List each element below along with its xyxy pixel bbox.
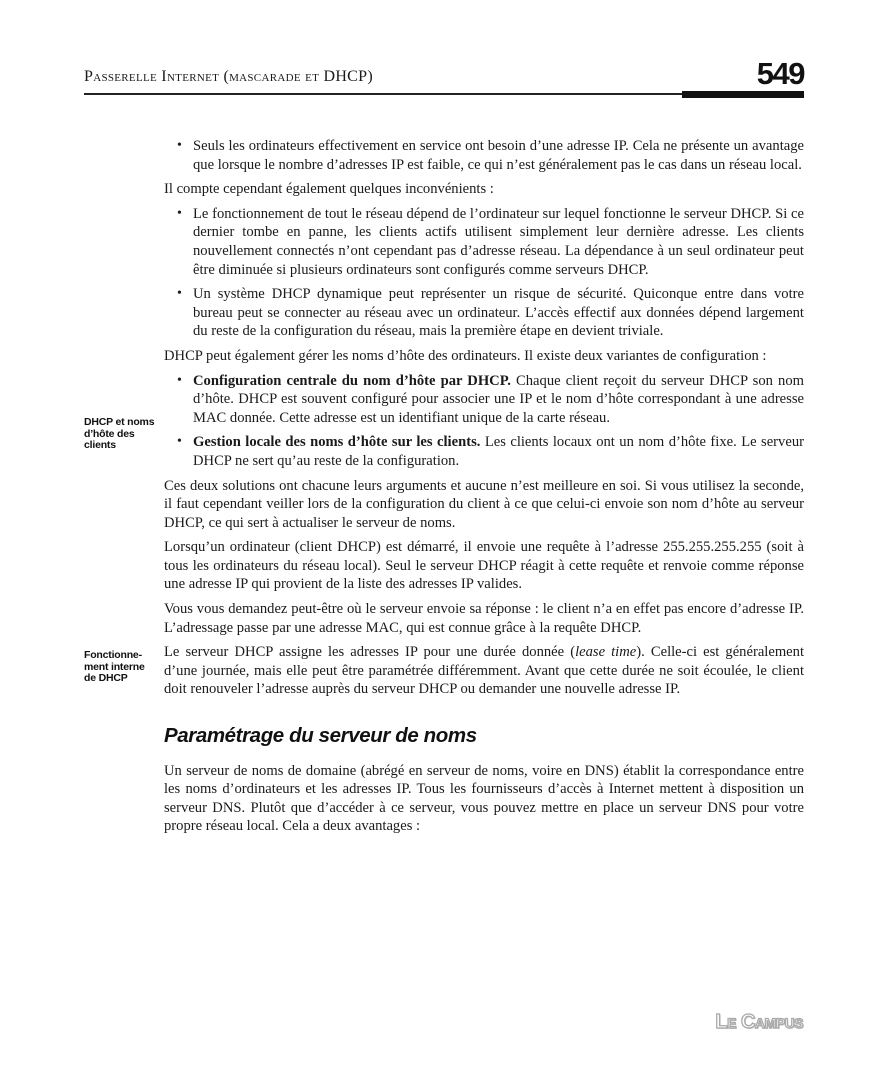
header-rule-accent [682, 91, 804, 98]
variant-local-title: Gestion locale des noms d’hôte sur les clients. [193, 434, 481, 451]
lease-text-after: ). Celle-ci est généralement d’une journée, mais elle peut être paramétrée différemment. Avant que cette durée ne soit écoulée, le client doit renouveler l’adresse auprès du serveur DHCP ou demander une nouvelle adresse IP. [164, 644, 805, 698]
hostnames-intro: DHCP peut également gérer les noms d’hôte des ordinateurs. Il existe deux variantes de configuration : [164, 347, 767, 364]
margin-note-dhcp-internals: Fonctionne-ment interne de DHCP [84, 649, 145, 684]
list-item: • Le fonctionnement de tout le réseau dépend de l’ordinateur sur lequel fonctionne le serveur DHCP. Si ce dernier tombe en panne, les clients actifs utilisent simplement leur dernière adresse. Les clients nouvellement connectés n’ont cependant pas d’adresse réseau. La dépendance à un seul ordinateur peut être diminuée si plusieurs ordinateurs sont configurés comme serveurs DHCP. [193, 205, 804, 279]
page-body [164, 137, 804, 842]
list-item [193, 433, 804, 470]
page-header [84, 56, 804, 106]
list-item: • Un système DHCP dynamique peut représenter un risque de sécurité. Quiconque entre dans votre bureau peut se connecter au réseau avec un ordinateur. L’accès effectif aux données dépend largement du reste de la configuration du réseau, mais la première étape en devient triviale. [193, 285, 804, 341]
advantages-list [164, 137, 804, 174]
page-number: 549 [756, 56, 804, 91]
drawbacks-list [164, 205, 804, 341]
publisher-logo: Le Campus [715, 1011, 803, 1033]
section-title: Paramétrage du serveur de noms [164, 724, 477, 748]
list-item [193, 372, 804, 428]
running-title: Passerelle Internet (mascarade et DHCP) [84, 68, 373, 85]
dns-paragraph: Un serveur de noms de domaine (abrégé en serveur de noms, voire en DNS) établit la correspondance entre les noms d’ordinateurs et les adresses IP. Tous les fournisseurs d’accès à Internet mettent à disposition un serveur DNS. Plutôt que d’accéder à ce serveur, vous pouvez mettre en place un serveur DNS pour votre propre réseau local. Cela a deux avantages : [164, 762, 804, 835]
lease-text-before: Le serveur DHCP assigne les adresses IP pour une durée donnée ( [164, 644, 576, 661]
list-item: • Seuls les ordinateurs effectivement en service ont besoin d’une adresse IP. Cela ne présente un avantage que lorsque le nombre d’adresses IP est faible, ce qui n’est généralement pas le cas dans un réseau local. [193, 137, 804, 174]
lease-paragraph [164, 643, 804, 699]
lease-term: lease time [575, 644, 637, 661]
solutions-paragraph: Ces deux solutions ont chacune leurs arguments et aucune n’est meilleure en soi. Si vous utilisez la seconde, il faut cependant veiller lors de la configuration du client à ce que celui-ci envoie son nom d’hôte au serveur DHCP, ce qui sert à actualiser le serveur de noms. [164, 477, 804, 531]
variant-central-text: Chaque client reçoit du serveur DHCP son nom d’hôte. DHCP est souvent configuré pour associer une IP et le nom d’hôte correspondant à une adresse MAC donnée. Cette adresse est un identifiant unique de la carte réseau. [193, 372, 804, 426]
header-rule [84, 93, 684, 95]
hostname-variants-list [164, 372, 804, 471]
variant-local-text: Les clients locaux ont un nom d’hôte fixe. Le serveur DHCP ne sert qu’au reste de la configuration. [193, 434, 804, 469]
drawbacks-intro: Il compte cependant également quelques inconvénients : [164, 181, 494, 198]
variant-central-title: Configuration centrale du nom d’hôte par DHCP. [193, 372, 511, 389]
reply-paragraph: Vous vous demandez peut-être où le serveur envoie sa réponse : le client n’a en effet pas encore d’adresse IP. L’adressage passe par une adresse MAC, qui est connue grâce à la requête DHCP. [164, 601, 804, 636]
startup-paragraph: Lorsqu’un ordinateur (client DHCP) est démarré, il envoie une requête à l’adresse 255.255.255.255 (soit à tous les ordinateurs du réseau local). Seul le serveur DHCP réagit à cette requête et renvoie comme réponse une adresse IP qui provient de la liste des adresses IP valides. [164, 539, 804, 593]
margin-note-dhcp-hostnames: DHCP et noms d’hôte des clients [84, 416, 155, 451]
